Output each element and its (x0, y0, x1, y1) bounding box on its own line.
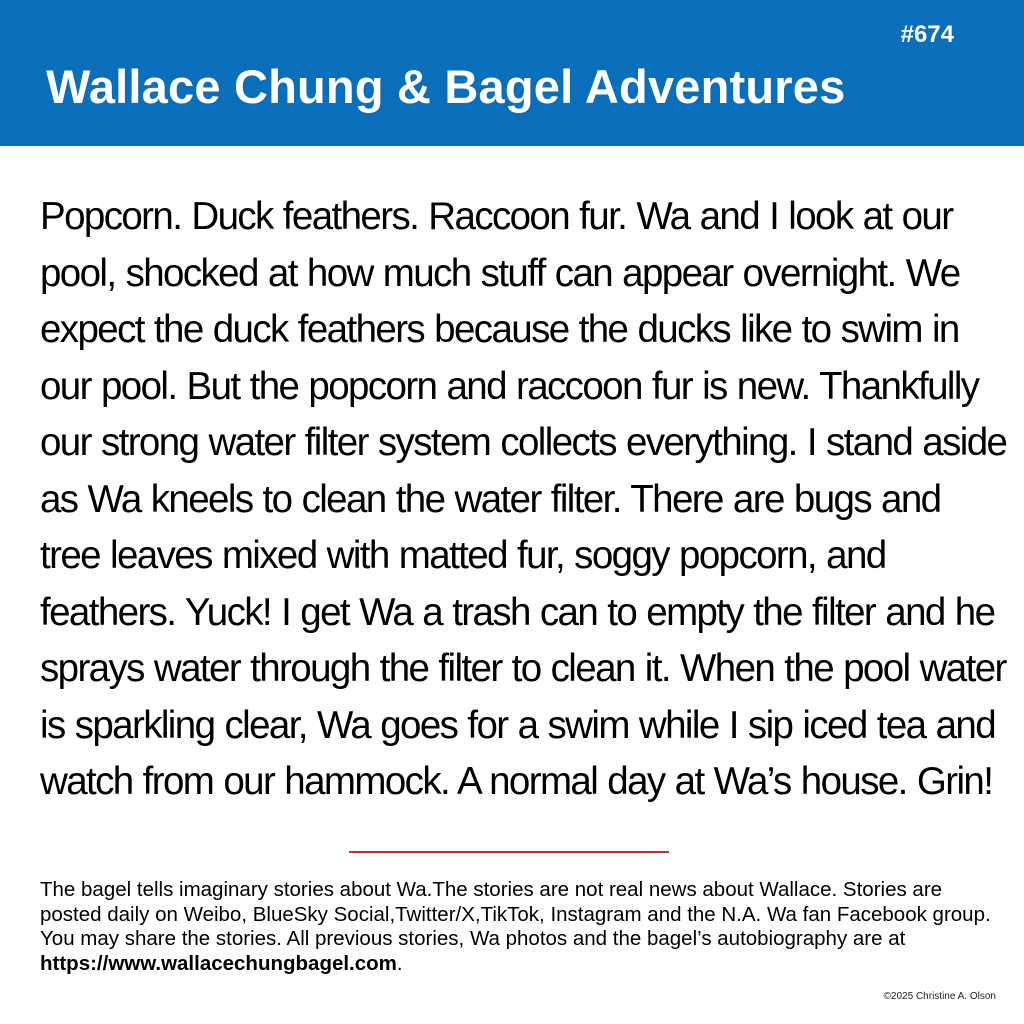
footer-note (40, 878, 1000, 976)
copyright-notice: ©2025 Christine A. Olson (883, 991, 996, 1002)
footer-url-suffix: . (396, 951, 403, 975)
website-link[interactable]: https://www.wallacechungbagel.com (40, 951, 397, 975)
story-number: #674 (900, 21, 954, 48)
divider-line (349, 851, 669, 853)
header-banner (0, 0, 1024, 146)
footer-disclaimer: The bagel tells imaginary stories about Wa.The stories are not real news about Wallace. Stories are posted daily on Weibo, BlueSky Social,Twitter/X,TikTok, Instagram and the N.A. Wa fan Facebook group. You may share the stories. All previous stories, Wa photos and the bagel’s autobiography are at (40, 878, 991, 950)
page-title: Wallace Chung & Bagel Adventures (46, 60, 846, 113)
story-text: Popcorn. Duck feathers. Raccoon fur. Wa and I look at our pool, shocked at how much stuff can appear overnight. We expect the duck feathers because the ducks like to swim in our pool. But the popcorn and raccoon fur is new. Thankfully our strong water filter system collects everything. I stand aside as Wa kneels to clean the water filter. There are bugs and tree leaves mixed with matted fur, soggy popcorn, and feathers. Yuck! I get Wa a trash can to empty the filter and he sprays water through the filter to clean it. When the pool water is sparkling clear, Wa goes for a swim while I sip iced tea and watch from our hammock. A normal day at Wa’s house. Grin! (40, 195, 1007, 803)
